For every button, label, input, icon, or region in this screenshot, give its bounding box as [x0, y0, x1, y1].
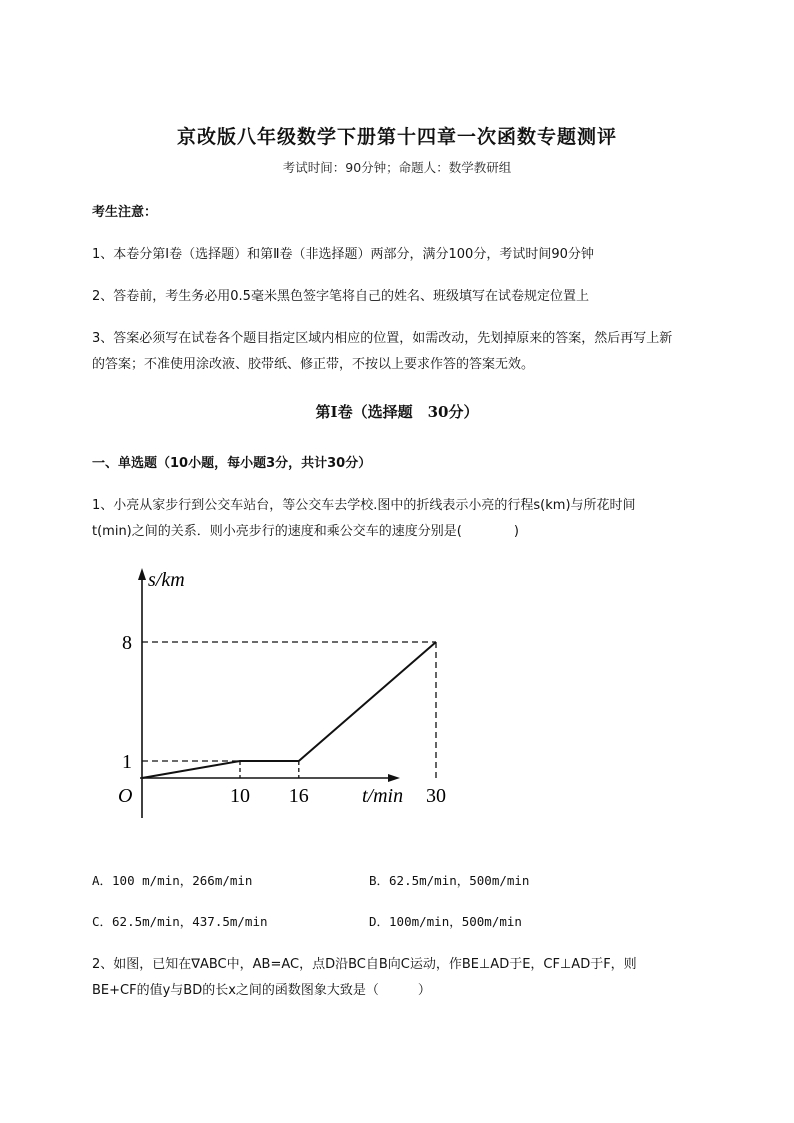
y-tick-label-8: 8 [122, 632, 132, 654]
x-axis-arrow [388, 774, 400, 782]
q1-option-a: A．100 m/min，266m/min [92, 873, 253, 888]
q2-text-line2: BE+CF的值y与BD的长x之间的函数图象大致是（ ） [92, 983, 431, 998]
note-item-2: 2、答卷前，考生务必用0.5毫米黑色签字笔将自己的姓名、班级填写在试卷规定位置上 [92, 289, 589, 304]
note-item-1: 1、本卷分第I卷（选择题）和第Ⅱ卷（非选择题）两部分，满分100分，考试时间90分钟 [92, 247, 594, 262]
q1-option-d: D．100m/min，500m/min [369, 914, 522, 929]
x-tick-label-16: 16 [288, 785, 309, 807]
series-line [142, 642, 436, 778]
q1-text-line1: 1、小亮从家步行到公交车站台，等公交车去学校.图中的折线表示小亮的行程s(km)与所花时间 [92, 498, 636, 513]
q1-text-line2: t(min)之间的关系．则小亮步行的速度和乘公交车的速度分别是( ) [92, 524, 519, 539]
y-axis-arrow [138, 568, 146, 580]
q1-graph [100, 562, 446, 832]
part-heading: 一、单选题（10小题，每小题3分，共计30分） [92, 456, 372, 471]
page-subtitle: 考试时间：90分钟；命题人：数学教研组 [282, 160, 512, 175]
q2-text-line1: 2、如图，已知在∇ABC中，AB=AC，点D沿BC自B向C运动，作BE⊥AD于E，CF⊥AD于F，则 [92, 957, 637, 972]
note-item-3: 3、答案必须写在试卷各个题目指定区域内相应的位置，如需改动，先划掉原来的答案，然后再写上新 [92, 331, 673, 346]
x-tick-label-10: 10 [230, 785, 250, 807]
note-item-3-cont: 的答案；不准使用涂改液、胶带纸、修正带，不按以上要求作答的答案无效。 [92, 357, 535, 372]
q1-option-b: B．62.5m/min，500m/min [369, 873, 530, 888]
origin-label: O [118, 785, 133, 807]
section-title: 第I卷（选择题 30分） [315, 403, 479, 421]
y-axis-label: s/km [148, 569, 185, 591]
notes-heading: 考生注意： [92, 205, 158, 220]
x-tick-label-30: 30 [426, 785, 446, 807]
q1-option-c: C．62.5m/min，437.5m/min [92, 914, 268, 929]
page-title: 京改版八年级数学下册第十四章一次函数专题测评 [176, 126, 617, 148]
y-tick-label-1: 1 [122, 751, 132, 773]
x-axis-label: t/min [362, 785, 404, 807]
